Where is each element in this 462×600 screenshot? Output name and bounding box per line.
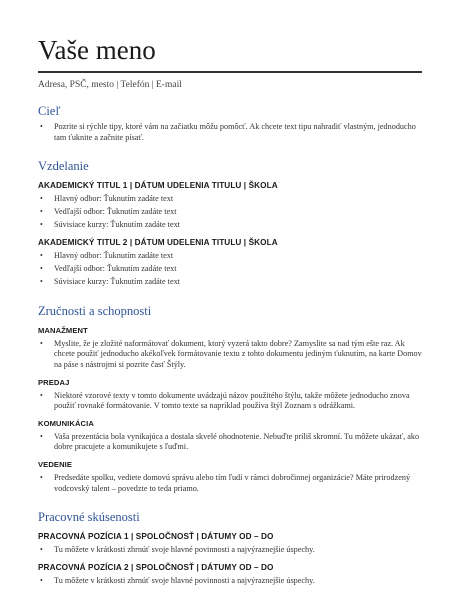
header-divider — [38, 71, 422, 73]
education-section — [38, 159, 422, 288]
objective-list — [38, 122, 422, 143]
list-item[interactable]: • Súvisiace kurzy: Ťuknutím zadáte text — [38, 220, 422, 231]
education-title[interactable]: Vzdelanie — [38, 159, 89, 174]
experience-heading-2[interactable]: PRACOVNÁ POZÍCIA 2 | SPOLOČNOSŤ | DÁTUMY OD – DO — [38, 562, 274, 572]
skills-heading-management[interactable]: MANAŽMENT — [38, 325, 88, 335]
education-list-2 — [38, 251, 422, 288]
education-heading-1[interactable]: AKADEMICKÝ TITUL 1 | DÁTUM UDELENIA TITULU | ŠKOLA — [38, 181, 278, 191]
list-item[interactable]: • Súvisiace kurzy: Ťuknutím zadáte text — [38, 277, 422, 288]
list-item[interactable]: • Niektoré vzorové texty v tomto dokumente uvádzajú názov použitého štýlu, takže môžete jednoducho znova použiť rovnaké formátovanie. V tomto texte sa napríklad používa štýl Zoznam s odrážkami. — [38, 391, 422, 412]
list-item[interactable]: • Hlavný odbor: Ťuknutím zadáte text — [38, 194, 422, 205]
resume-name[interactable]: Vaše meno — [38, 35, 156, 65]
skills-heading-communication[interactable]: KOMUNIKÁCIA — [38, 418, 94, 428]
list-item[interactable]: • Tu môžete v krátkosti zhrnúť svoje hlavné povinnosti a najvýraznejšie úspechy. — [38, 545, 422, 556]
experience-title[interactable]: Pracovné skúsenosti — [38, 510, 140, 525]
skills-heading-leadership[interactable]: VEDENIE — [38, 459, 73, 469]
list-item[interactable]: • Pozrite si rýchle tipy, ktoré vám na začiatku môžu pomôcť. Ak chcete text tipu nahradiť vlastným, jednoducho tam ťuknite a začnite písať. — [38, 122, 422, 143]
list-item[interactable]: • Predsedáte spolku, vediete domovú správu alebo tím ľudí v rámci dobročinnej organizácie? Máte prirodzený vodcovský talent – povedzte to teda priamo. — [38, 473, 422, 494]
skills-section — [38, 304, 422, 494]
list-item[interactable]: • Myslite, že je zložité naformátovať dokument, ktorý vyzerá takto dobre? Zamyslite sa nad tým ešte raz. Ak chcete použiť jednoducho akékoľvek formátovanie textu z tohto dokumentu jediným ťuknutím, na karte Domov na páse s nástrojmi si pozrite časť Štýly. — [38, 339, 422, 371]
list-item[interactable]: • Tu môžete v krátkosti zhrnúť svoje hlavné povinnosti a najvýraznejšie úspechy. — [38, 576, 422, 587]
experience-heading-1[interactable]: PRACOVNÁ POZÍCIA 1 | SPOLOČNOSŤ | DÁTUMY OD – DO — [38, 532, 274, 542]
list-item[interactable]: • Vedľajší odbor: Ťuknutím zadáte text — [38, 264, 422, 275]
skills-heading-sales[interactable]: PREDAJ — [38, 377, 70, 387]
list-item[interactable]: • Vedľajší odbor: Ťuknutím zadáte text — [38, 207, 422, 218]
skills-list-management — [38, 339, 422, 371]
experience-list-1 — [38, 545, 422, 556]
list-item[interactable]: • Hlavný odbor: Ťuknutím zadáte text — [38, 251, 422, 262]
experience-list-2 — [38, 576, 422, 587]
list-item[interactable]: • Vaša prezentácia bola vynikajúca a dostala skvelé ohodnotenie. Nebuďte príliš skromní. Tu môžete ukázať, ako dobre pracujete a komunikujete s ľuďmi. — [38, 432, 422, 453]
skills-list-communication — [38, 432, 422, 453]
skills-list-sales — [38, 391, 422, 412]
skills-list-leadership — [38, 473, 422, 494]
objective-title[interactable]: Cieľ — [38, 104, 61, 118]
experience-section — [38, 510, 422, 586]
education-list-1 — [38, 194, 422, 231]
objective-section — [38, 104, 422, 143]
education-heading-2[interactable]: AKADEMICKÝ TITUL 2 | DÁTUM UDELENIA TITULU | ŠKOLA — [38, 237, 278, 247]
skills-title[interactable]: Zručnosti a schopnosti — [38, 303, 152, 318]
contact-line[interactable]: Adresa, PSČ, mesto | Telefón | E-mail — [38, 80, 182, 90]
